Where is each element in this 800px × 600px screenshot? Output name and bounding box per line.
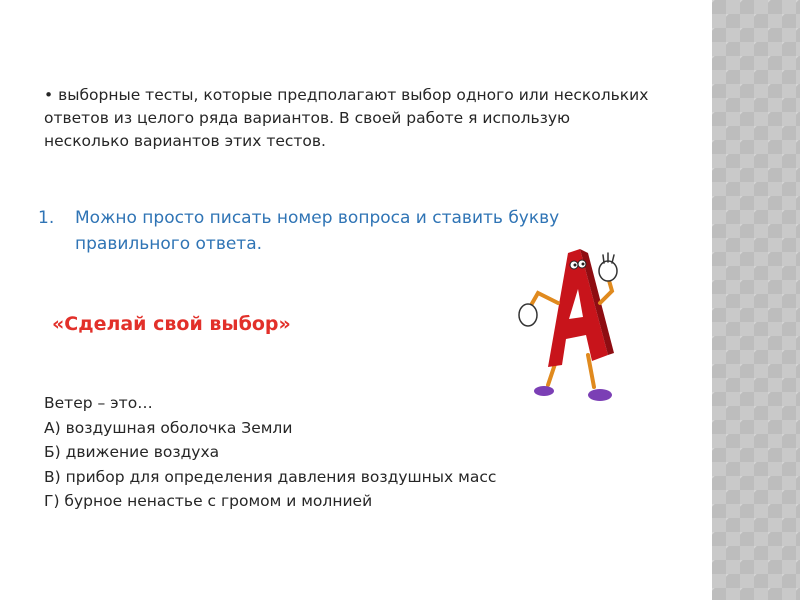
intro-paragraph: • выборные тесты, которые предполагают выбор одного или нескольких ответов из целого ряда вариантов. В своей работе я использую несколько вариантов этих тестов. [44, 86, 649, 150]
decorative-pattern-strip [712, 0, 800, 600]
answer-option-d: Г) бурное ненастье с громом и молнией [44, 492, 373, 510]
question-prompt: Ветер – это… [44, 394, 153, 412]
list-item-text: Можно просто писать номер вопроса и ставить букву правильного ответа. [75, 208, 560, 254]
answer-option-c: В) прибор для определения давления воздушных масс [44, 467, 497, 486]
question-block [44, 391, 604, 514]
letter-a-mascot-icon [508, 243, 638, 408]
answer-option-b: Б) движение воздуха [44, 443, 220, 461]
list-number: 1. [38, 208, 55, 228]
choice-title: «Сделай свой выбор» [52, 313, 291, 335]
answer-option-a: А) воздушная оболочка Земли [44, 418, 293, 437]
